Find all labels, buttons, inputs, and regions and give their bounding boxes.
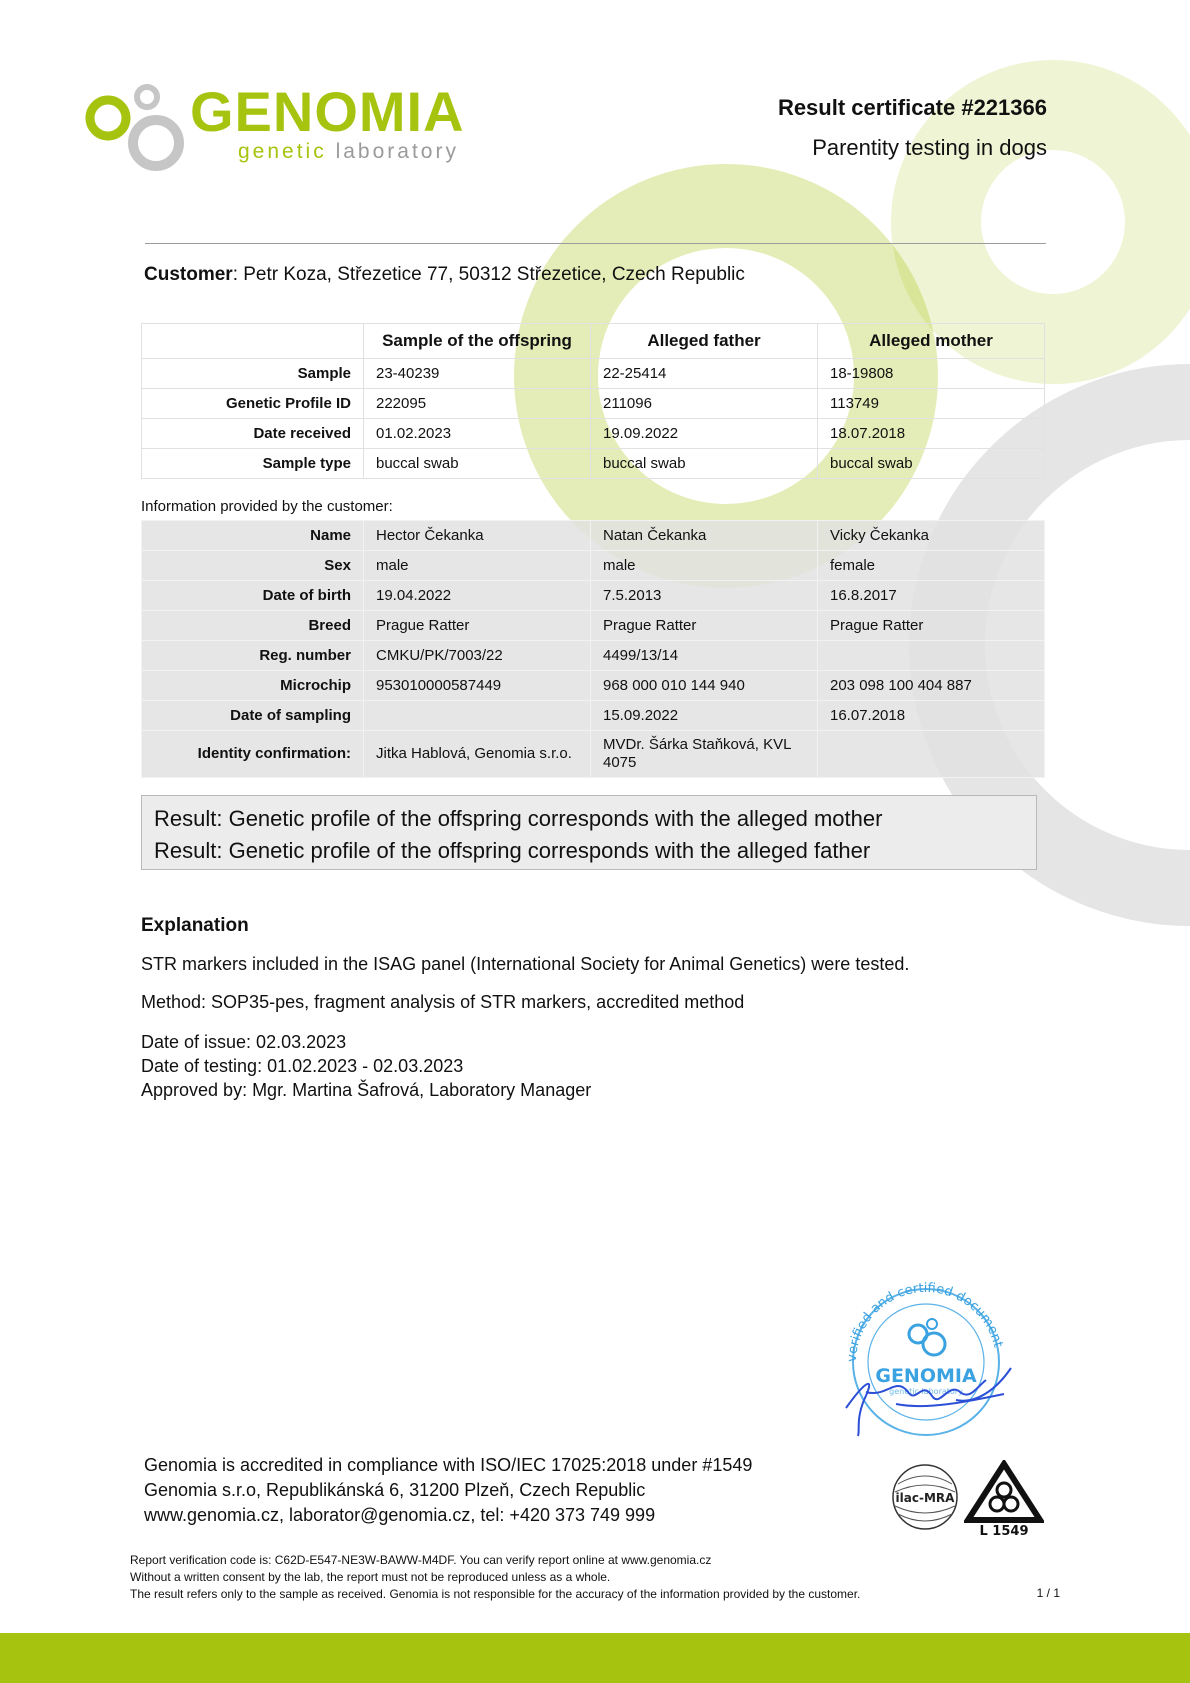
table-cell: Prague Ratter (591, 611, 818, 641)
row-label: Sample (142, 359, 364, 389)
contact-line: www.genomia.cz, laborator@genomia.cz, tel: +420 373 749 999 (144, 1505, 656, 1525)
result-father: Result: Genetic profile of the offspring corresponds with the alleged father (154, 838, 871, 863)
table-cell: Hector Čekanka (364, 521, 591, 551)
table-cell: 113749 (818, 389, 1045, 419)
page-number: 1 / 1 (1036, 1586, 1060, 1600)
table-cell: Jitka Hablová, Genomia s.r.o. (364, 731, 591, 778)
customer-value: : Petr Koza, Střezetice 77, 50312 Střezetice, Czech Republic (232, 264, 745, 285)
column-header-offspring: Sample of the offspring (364, 324, 591, 359)
result-box (141, 795, 1037, 870)
genomia-logo (84, 82, 504, 178)
table-cell: 18.07.2018 (818, 419, 1045, 449)
row-label: Genetic Profile ID (142, 389, 364, 419)
verification-line: Report verification code is: C62D-E547-NE3W-BAWW-M4DF. You can verify report online at www.genomia.cz (130, 1553, 712, 1567)
table-cell: 16.8.2017 (818, 581, 1045, 611)
row-label: Reg. number (142, 641, 364, 671)
table-row (142, 671, 1045, 701)
table-cell: buccal swab (818, 449, 1045, 479)
logo-circles-icon (84, 82, 194, 178)
row-label: Breed (142, 611, 364, 641)
explanation-paragraph-method: Method: SOP35-pes, fragment analysis of STR markers, accredited method (141, 992, 745, 1012)
stamp-ring-text: verified and certified document (844, 1280, 1006, 1363)
column-header-father: Alleged father (591, 324, 818, 359)
customer-line (144, 264, 745, 286)
table-cell: 211096 (591, 389, 818, 419)
table-cell: Vicky Čekanka (818, 521, 1045, 551)
row-label: Date of sampling (142, 701, 364, 731)
logo-tagline (238, 138, 459, 166)
explanation-title: Explanation (141, 915, 249, 936)
approved-by: Approved by: Mgr. Martina Šafrová, Laboratory Manager (141, 1080, 592, 1100)
table-corner-cell (142, 324, 364, 359)
logo-tagline-gray: laboratory (335, 140, 459, 163)
table-cell: 18-19808 (818, 359, 1045, 389)
table-row (142, 419, 1045, 449)
row-label: Date of birth (142, 581, 364, 611)
row-label: Date received (142, 419, 364, 449)
table-row (142, 611, 1045, 641)
certificate-title: Result certificate #221366 (777, 95, 1047, 120)
table-cell (818, 641, 1045, 671)
stamp-logo-sub: genetic laboratory (889, 1387, 963, 1396)
table-cell: 968 000 010 144 940 (591, 671, 818, 701)
table-cell: Natan Čekanka (591, 521, 818, 551)
reproduction-notice: Without a written consent by the lab, the report must not be reproduced unless as a whole. (130, 1570, 611, 1584)
date-of-issue: Date of issue: 02.03.2023 (141, 1032, 347, 1052)
table-row (142, 701, 1045, 731)
footer-color-bar (0, 1633, 1190, 1683)
table-row (142, 359, 1045, 389)
logo-tagline-green: genetic (238, 140, 327, 163)
table-cell: 22-25414 (591, 359, 818, 389)
table-cell: 16.07.2018 (818, 701, 1045, 731)
cai-accreditation-logo (964, 1460, 1044, 1538)
table-row (142, 731, 1045, 778)
table-cell: 222095 (364, 389, 591, 419)
accreditation-line: Genomia is accredited in compliance with ISO/IEC 17025:2018 under #1549 (144, 1455, 753, 1475)
samples-table (141, 323, 1045, 479)
table-row (142, 449, 1045, 479)
accreditation-block (144, 1453, 752, 1528)
certificate-subtitle: Parentity testing in dogs (812, 135, 1047, 160)
certification-stamp (836, 1280, 1016, 1440)
table-cell: 19.04.2022 (364, 581, 591, 611)
table-row (142, 521, 1045, 551)
table-cell: 23-40239 (364, 359, 591, 389)
ilac-mra-logo (890, 1462, 960, 1532)
address-line: Genomia s.r.o, Republikánská 6, 31200 Plzeň, Czech Republic (144, 1480, 646, 1500)
explanation-paragraph-markers: STR markers included in the ISAG panel (International Society for Animal Genetics) were tested. (141, 954, 910, 974)
table-row (142, 641, 1045, 671)
table-cell: male (591, 551, 818, 581)
table-cell: male (364, 551, 591, 581)
row-label: Sample type (142, 449, 364, 479)
samples-table-header (142, 324, 1045, 359)
date-of-testing: Date of testing: 01.02.2023 - 02.03.2023 (141, 1056, 464, 1076)
table-cell: 01.02.2023 (364, 419, 591, 449)
footer-notes (130, 1552, 860, 1603)
table-cell: Prague Ratter (364, 611, 591, 641)
cai-label: L 1549 (979, 1524, 1029, 1538)
table-cell: 15.09.2022 (591, 701, 818, 731)
header-divider (145, 243, 1046, 244)
info-caption: Information provided by the customer: (141, 498, 393, 515)
table-cell: 953010000587449 (364, 671, 591, 701)
table-cell (364, 701, 591, 731)
row-label: Name (142, 521, 364, 551)
table-row (142, 389, 1045, 419)
customer-label: Customer (144, 264, 233, 285)
table-cell: Prague Ratter (818, 611, 1045, 641)
result-mother: Result: Genetic profile of the offspring corresponds with the alleged mother (154, 806, 883, 831)
table-cell: female (818, 551, 1045, 581)
table-cell: buccal swab (364, 449, 591, 479)
row-label: Sex (142, 551, 364, 581)
stamp-logo-word: GENOMIA (875, 1365, 977, 1387)
table-cell: buccal swab (591, 449, 818, 479)
customer-info-table (141, 520, 1045, 778)
row-label: Microchip (142, 671, 364, 701)
logo-wordmark: GENOMIA (190, 80, 465, 143)
issue-details (141, 1030, 591, 1102)
table-row (142, 581, 1045, 611)
ilac-label: ilac-MRA (895, 1491, 955, 1505)
table-cell: MVDr. Šárka Staňková, KVL 4075 (591, 731, 818, 778)
table-cell (818, 731, 1045, 778)
table-cell: 203 098 100 404 887 (818, 671, 1045, 701)
table-cell: 19.09.2022 (591, 419, 818, 449)
liability-notice: The result refers only to the sample as received. Genomia is not responsible for the accuracy of the information provided by the customer. (130, 1587, 861, 1601)
row-label: Identity confirmation: (142, 731, 364, 778)
table-cell: 4499/13/14 (591, 641, 818, 671)
table-cell: CMKU/PK/7003/22 (364, 641, 591, 671)
table-row (142, 551, 1045, 581)
column-header-mother: Alleged mother (818, 324, 1045, 359)
table-cell: 7.5.2013 (591, 581, 818, 611)
